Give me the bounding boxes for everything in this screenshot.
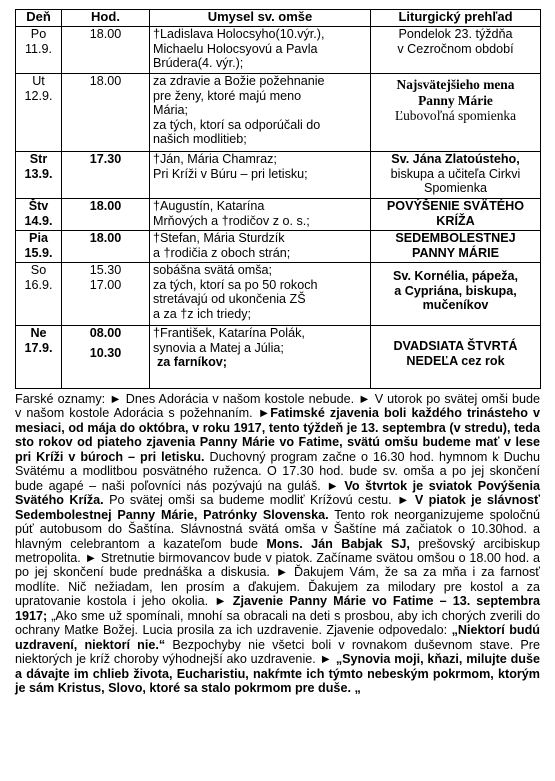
liturgy-cell: SEDEMBOLESTNEJ PANNY MÁRIE (371, 231, 541, 263)
table-row (16, 152, 541, 199)
hour-cell: 08.00 10.30 (62, 326, 150, 389)
liturgy-cell: Sv. Kornélia, pápeža, a Cypriána, biskupa, mučeníkov (371, 263, 541, 326)
header-hour: Hod. (62, 10, 150, 27)
table-row (16, 199, 541, 231)
table-row (16, 326, 541, 389)
hour-cell: 18.00 (62, 231, 150, 263)
liturgy-cell: Sv. Jána Zlatoústeho, biskupa a učiteľa Cirkvi Spomienka (371, 152, 541, 199)
intention-cell: †Ladislava Holocsyho(10.výr.), Michaelu Holocsyovú a Pavla Brúdera(4. výr.); (150, 27, 371, 74)
liturgy-cell: POVÝŠENIE SVÄTÉHO KRÍŽA (371, 199, 541, 231)
intention-cell: †Stefan, Mária Sturdzík a †rodičia z oboch strán; (150, 231, 371, 263)
intention-cell: †František, Katarína Polák, synovia a Matej a Júlia; za farníkov; (150, 326, 371, 389)
table-row (16, 74, 541, 152)
intention-cell: †Ján, Mária Chamraz; Pri Kríži v Búru – pri letisku; (150, 152, 371, 199)
liturgy-cell: Pondelok 23. týždňa v Cezročnom období (371, 27, 541, 74)
day-cell: Po 11.9. (16, 27, 62, 74)
intention-cell: †Augustín, Katarína Mrňových a †rodičov z o. s.; (150, 199, 371, 231)
hour-cell: 15.30 17.00 (62, 263, 150, 326)
header-intention: Umysel sv. omše (150, 10, 371, 27)
header-liturgy: Liturgický prehľad (371, 10, 541, 27)
day-cell: Ut 12.9. (16, 74, 62, 152)
day-cell: Str 13.9. (16, 152, 62, 199)
table-header-row (16, 10, 541, 27)
day-cell: Pia 15.9. (16, 231, 62, 263)
hour-cell: 17.30 (62, 152, 150, 199)
day-cell: Ne 17.9. (16, 326, 62, 389)
table-row (16, 231, 541, 263)
hour-cell: 18.00 (62, 199, 150, 231)
intention-cell: sobášna svätá omša; za tých, ktorí sa po 50 rokoch stretávajú od ukončenia ZŠ a za †z ich triedy; (150, 263, 371, 326)
hour-cell: 18.00 (62, 27, 150, 74)
day-cell: Štv 14.9. (16, 199, 62, 231)
parish-announcements: Farské oznamy: ► Dnes Adorácia v našom kostole nebude. ► V utorok po svätej omši bude v našom kostole Adorácia s požehnaním. ►Fatimské zjavenia boli každého trinásteho v mesiaci, od mája do októbra, v roku 1917, tento týždeň je 13. septembra (v stredu), teda sto rokov od piateho zjavenia Panny Márie vo Fatime, svätú omšu budeme mať v lese pri Kríži v búroch – pri letisku. Duchovný program začne o 16.30 hod. hymnom k Duchu Svätému a modlitbou posvätného ruženca. O 17.30 hod. bude sv. omša a po jej skončení bude agapé – naši poľovníci nás pozývajú na guláš. ► Vo štvrtok je sviatok Povýšenia Svätého Kríža. Po svätej omši sa budeme modliť Krížovú cestu. ► V piatok je slávnosť Sedembolestnej Panny Márie, Patrónky Slovenska. Tento rok neorganizujeme spoločnú púť autobusom do Šaštína. Slávnostná svätá omša v Šaštíne má začiatok o 10.30hod. a hlavným celebrantom a kazateľom bude Mons. Ján Babjak SJ, prešovský arcibiskup metropolita. ► Stretnutie birmovancov bude v piatok. Začíname svätou omšou o 18.00 hod. a po jej skončení bude prednáška a diskusia. ► Ďakujem Vám, že sa za mňa i za farnosť modlíte. Nič nežiadam, len prosím a ďakujem. Ďakujem za milodary pre kostol a za upratovanie kostola i jeho okolia. ► Zjavenie Panny Márie vo Fatime – 13. septembra 1917; „Ako sme už spomínali, mnohí sa obracali na deti s prosbou, aby ich chorých zverili do ochrany Matke Božej. Lucia prosila za ich uzdravenie. Zjavenie odpovedalo: „Niektorí budú uzdravení, niektorí nie.“ Bezpochyby nie všetci boli v rovnakom duševnom stave. Pre niektorých je kríž choroby výhodnejší ako uzdravenie. ► „Synovia moji, kňazi, milujte duše a dávajte im chlieb života, Eucharistiu, nakŕmte ich týmto nebeským pokrmom, ktorým je sám Kristus, Slovo, ktoré sa stalo pokrmom pre duše. „ (15, 392, 541, 696)
liturgy-cell: Najsvätejšieho mena Panny Márie Ľubovoľná spomienka (371, 74, 541, 152)
hour-cell: 18.00 (62, 74, 150, 152)
day-cell: So 16.9. (16, 263, 62, 326)
intention-cell: za zdravie a Božie požehnanie pre ženy, ktoré majú meno Mária; za tých, ktorí sa odporúčali do našich modlitieb; (150, 74, 371, 152)
bulletin-sheet (15, 9, 540, 696)
header-day: Deň (16, 10, 62, 27)
table-row (16, 27, 541, 74)
mass-schedule-table (15, 9, 541, 389)
liturgy-cell: DVADSIATA ŠTVRTÁ NEDEĽA cez rok (371, 326, 541, 389)
table-row (16, 263, 541, 326)
